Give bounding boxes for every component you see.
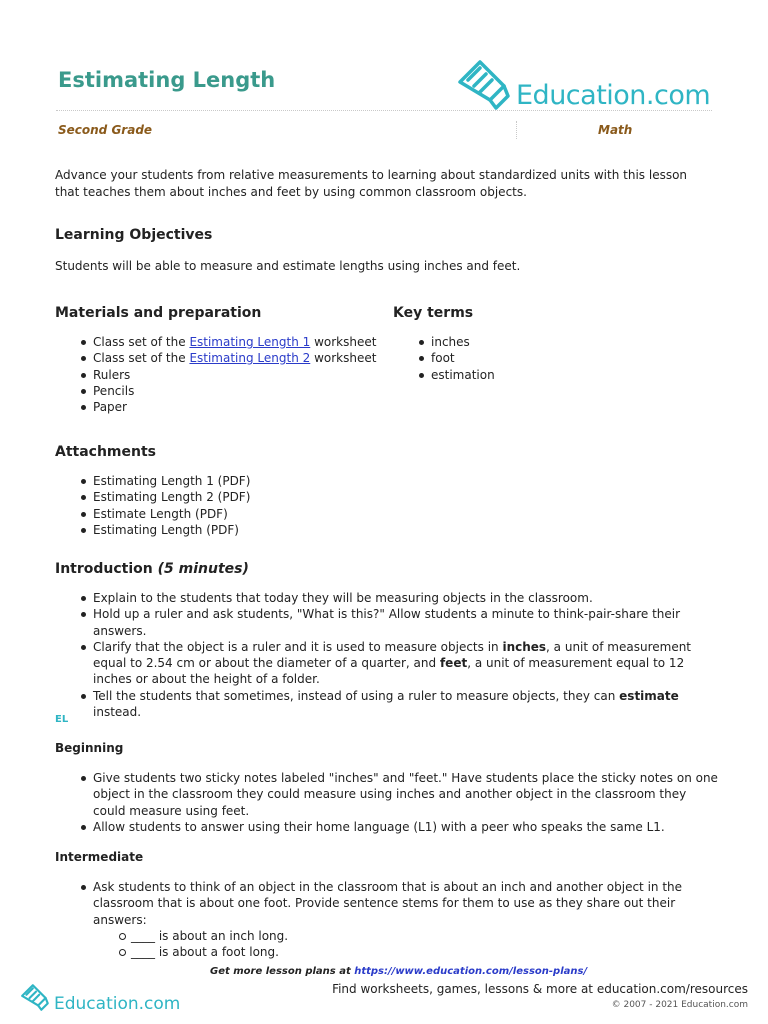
- sub-list-item: ____ is about an inch long.: [93, 928, 720, 944]
- lesson-description: Advance your students from relative measurements to learning about standardized units with this lesson that teaches them about inches and feet by using common classroom objects.: [55, 168, 688, 199]
- logo-wordmark: Education.com: [516, 80, 711, 111]
- attachments-heading: Attachments: [55, 444, 157, 460]
- sub-list-item: ____ is about a foot long.: [93, 944, 720, 960]
- beginning-heading: Beginning: [55, 741, 124, 755]
- footer-logo[interactable]: [20, 982, 181, 1014]
- list-item: Ask students to think of an object in the classroom that is about an inch and another object in the classroom that is about one foot. Provide sentence stems for them to use as they share out their answers: ____ is about an inch long. ____ is about a foot long.: [55, 879, 720, 960]
- beginning-list: [55, 770, 720, 835]
- footer-find-resources: Find worksheets, games, lessons & more at education.com/resources: [332, 982, 748, 996]
- list-item: Class set of the Estimating Length 2 worksheet: [55, 350, 395, 366]
- attachment-item[interactable]: Estimating Length 2 (PDF): [55, 489, 455, 505]
- list-item: Hold up a ruler and ask students, "What is this?" Allow students a minute to think-pair-share their answers.: [55, 606, 720, 639]
- list-item: Give students two sticky notes labeled "inches" and "feet." Have students place the sticky notes on one object in the classroom they could measure using inches and another object in the classroom they could measure using feet.: [55, 770, 720, 819]
- introduction-duration: (5 minutes): [157, 561, 249, 577]
- footer-more-lessons: Get more lesson plans at https://www.education.com/lesson-plans/: [210, 966, 588, 977]
- attachment-item[interactable]: Estimating Length 1 (PDF): [55, 473, 455, 489]
- subject-label: Math: [598, 123, 633, 137]
- intermediate-heading: Intermediate: [55, 850, 144, 864]
- list-item: Class set of the Estimating Length 1 worksheet: [55, 334, 395, 350]
- sentence-stems: [93, 928, 720, 961]
- list-item: Explain to the students that today they will be measuring objects in the classroom.: [55, 590, 720, 606]
- introduction-heading: Introduction (5 minutes): [55, 561, 249, 577]
- meta-separator: [516, 121, 517, 139]
- materials-heading: Materials and preparation: [55, 305, 262, 321]
- intermediate-list: [55, 879, 720, 960]
- logo-icon: [456, 58, 516, 114]
- objectives-text: Students will be able to measure and estimate lengths using inches and feet.: [55, 259, 521, 273]
- key-terms-heading: Key terms: [393, 305, 474, 321]
- worksheet-link-1[interactable]: Estimating Length 1: [189, 335, 311, 349]
- list-item: inches: [393, 334, 693, 350]
- el-tag: EL: [55, 714, 69, 725]
- footer-copyright: © 2007 - 2021 Education.com: [611, 1000, 748, 1010]
- list-item: Clarify that the object is a ruler and it is used to measure objects in inches, a unit of measurement equal to 2.54 cm or about the diameter of a quarter, and feet, a unit of measurement equal to 12 inches or about the height of a folder.: [55, 639, 720, 688]
- list-item: Rulers: [55, 367, 395, 383]
- grade-label: Second Grade: [58, 123, 153, 137]
- header-divider: [56, 110, 712, 111]
- attachment-item[interactable]: Estimating Length (PDF): [55, 522, 455, 538]
- list-item: Pencils: [55, 383, 395, 399]
- list-item: Allow students to answer using their home language (L1) with a peer who speaks the same L1.: [55, 819, 720, 835]
- list-item: estimation: [393, 367, 693, 383]
- attachments-list: [55, 473, 455, 538]
- worksheet-link-2[interactable]: Estimating Length 2: [189, 351, 311, 366]
- lesson-plans-link[interactable]: https://www.education.com/lesson-plans/: [354, 966, 588, 977]
- attachment-item[interactable]: Estimate Length (PDF): [55, 506, 455, 522]
- materials-list: [55, 334, 395, 415]
- list-item: foot: [393, 350, 693, 366]
- introduction-list: [55, 590, 720, 720]
- education-logo[interactable]: [456, 58, 716, 114]
- key-terms-list: [393, 334, 693, 383]
- footer-logo-icon: [20, 982, 52, 1014]
- list-item: Tell the students that sometimes, instead of using a ruler to measure objects, they can estimate instead.: [55, 688, 720, 721]
- objectives-heading: Learning Objectives: [55, 227, 213, 243]
- footer-logo-wordmark: Education.com: [54, 994, 181, 1014]
- list-item: Paper: [55, 399, 395, 415]
- page-title: Estimating Length: [58, 68, 276, 92]
